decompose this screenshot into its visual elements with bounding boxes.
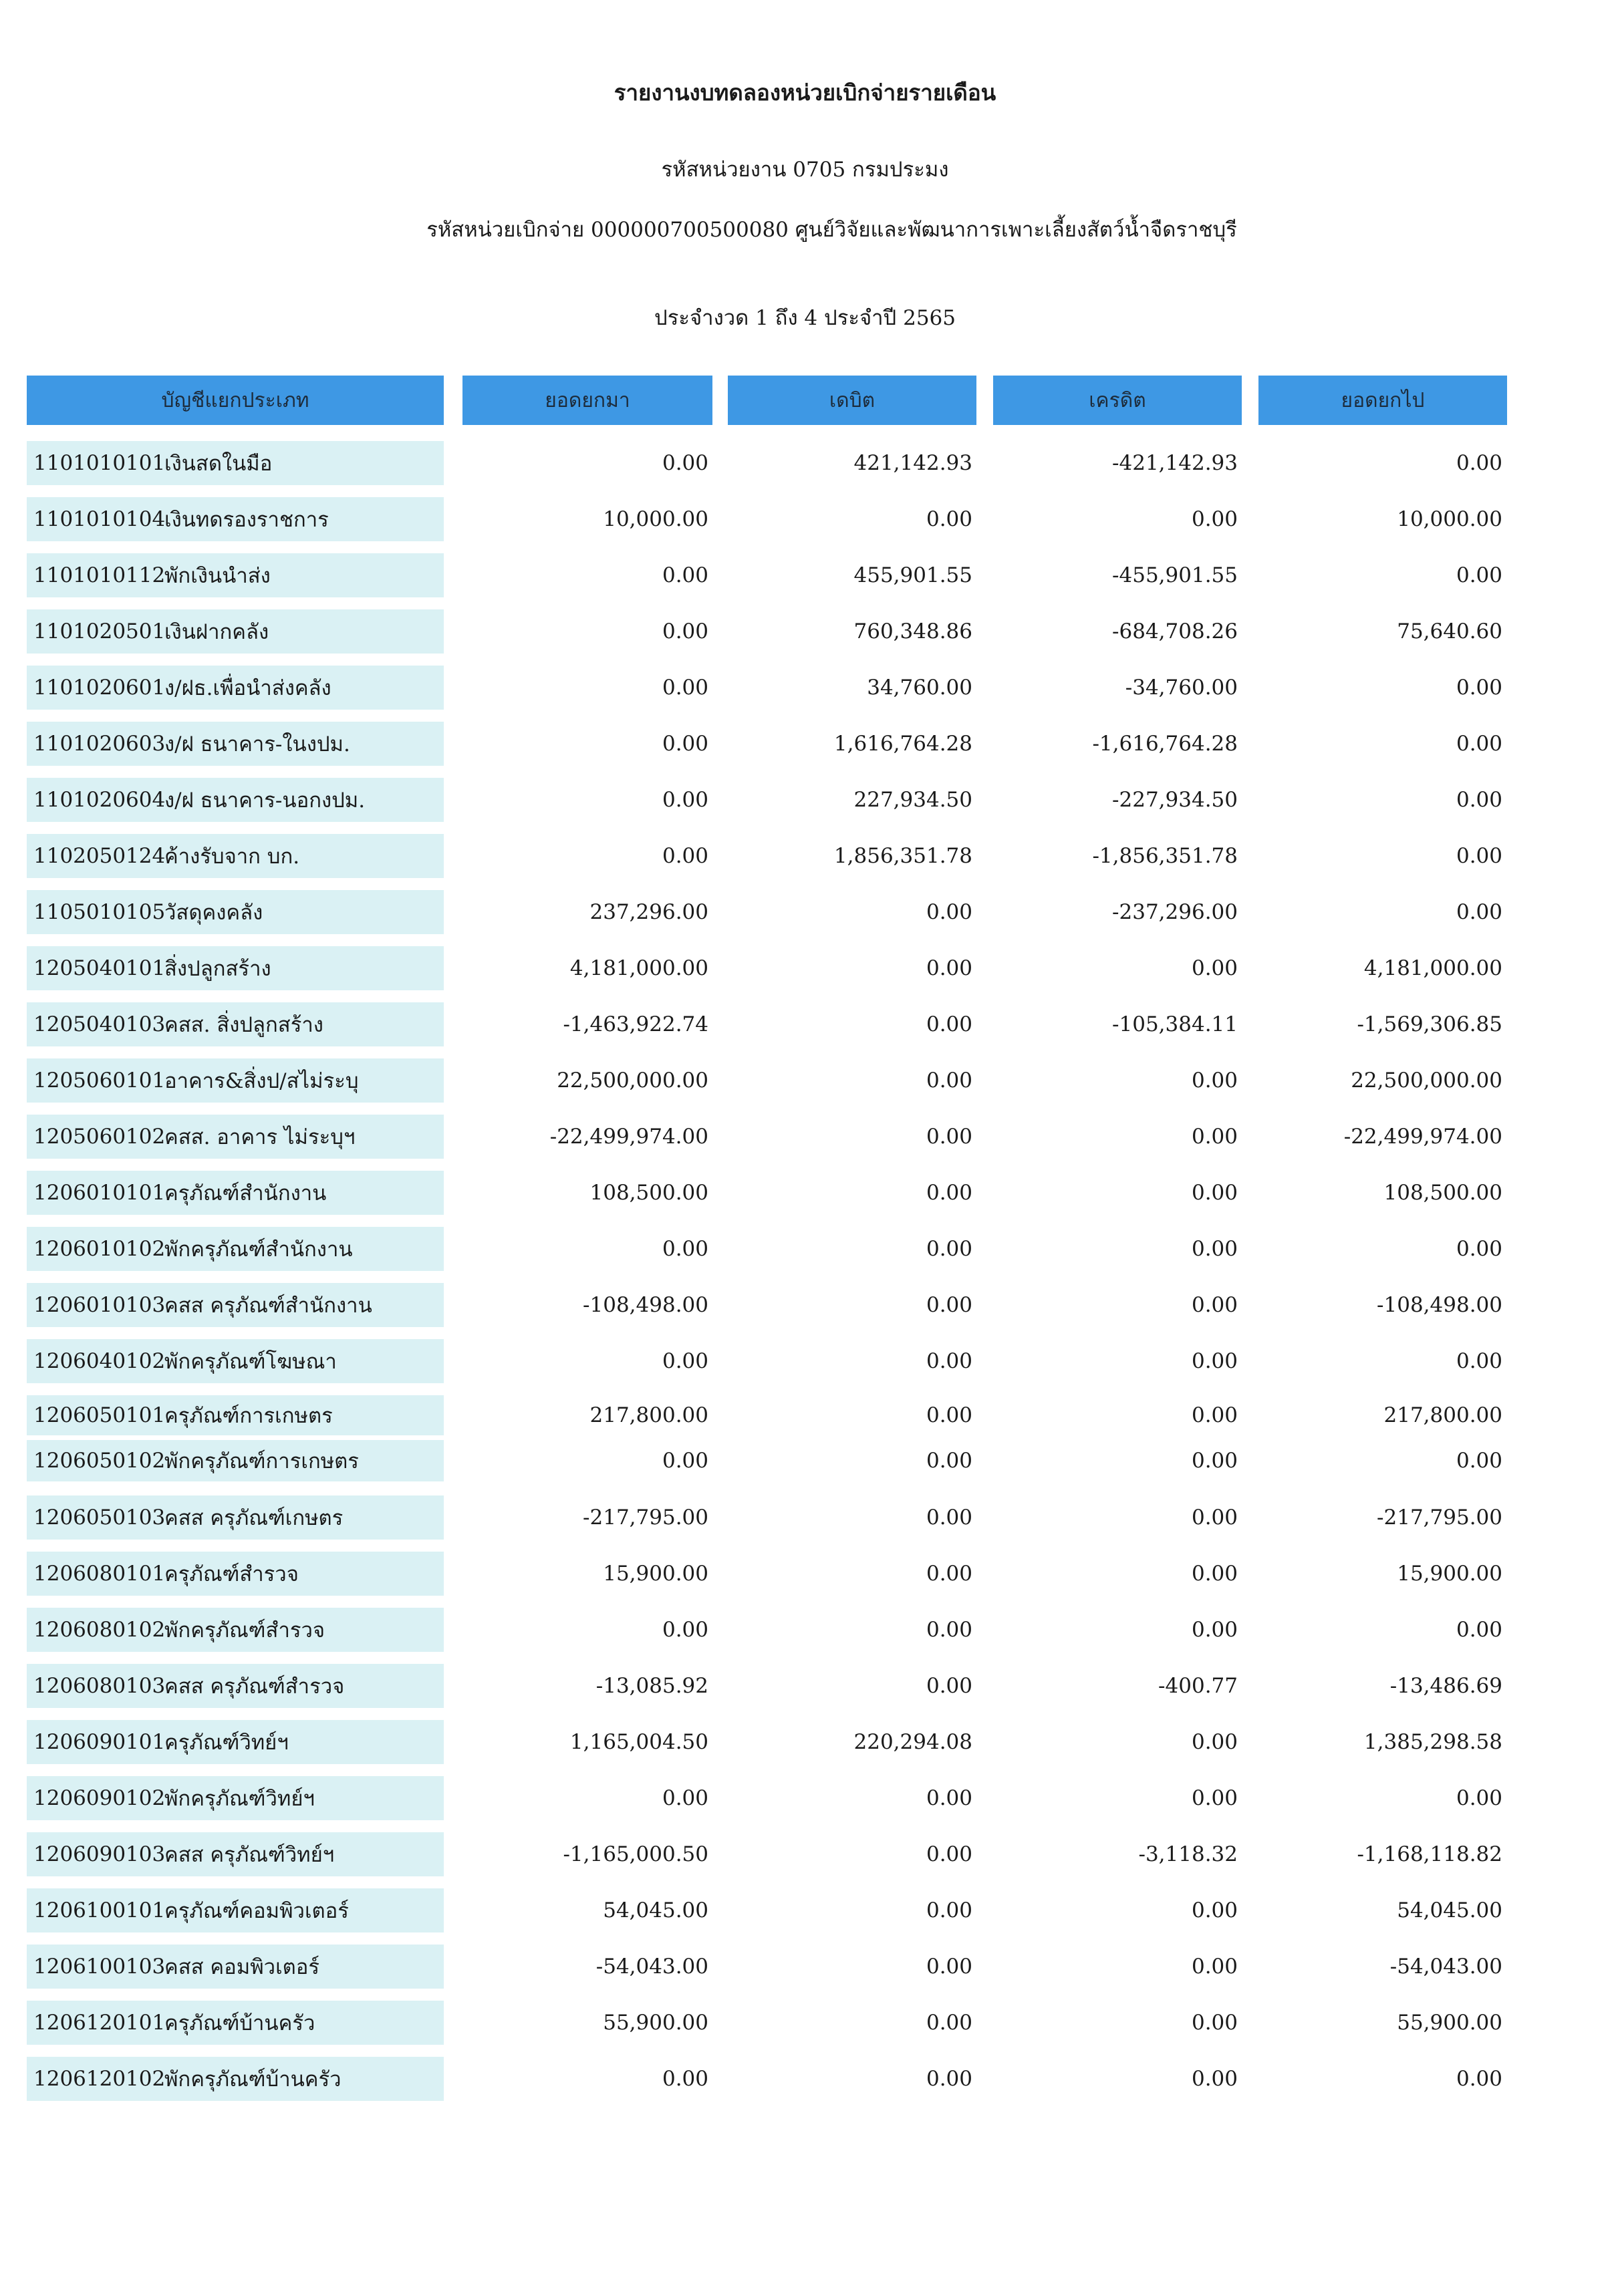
cell-credit: -237,296.00	[1112, 900, 1238, 924]
table-row-account	[27, 1115, 444, 1159]
cell-debit: 0.00	[926, 1674, 972, 1698]
account-code: 1206090103	[33, 1842, 166, 1866]
cell-credit: -34,760.00	[1125, 676, 1238, 700]
account-code: 1206010101	[33, 1181, 166, 1205]
cell-debit: 0.00	[926, 1349, 972, 1373]
column-header-closing: ยอดยกไป	[1258, 376, 1507, 425]
account-name: เงินสดในมือ	[164, 452, 273, 476]
account-code: 1206080103	[33, 1674, 166, 1698]
cell-credit: 0.00	[1191, 2067, 1238, 2091]
cell-opening: 0.00	[662, 1237, 708, 1261]
cell-credit: -1,616,764.28	[1092, 732, 1238, 756]
table-row-account	[27, 1440, 444, 1481]
cell-debit: 227,934.50	[853, 788, 972, 812]
cell-closing: 0.00	[1456, 1349, 1502, 1373]
table-row-account	[27, 1227, 444, 1271]
cell-credit: 0.00	[1191, 2011, 1238, 2035]
table-row-account	[27, 834, 444, 878]
account-code: 1105010105	[33, 900, 166, 924]
account-name: พักครุภัณฑ์บ้านครัว	[164, 2067, 342, 2092]
cell-debit: 0.00	[926, 1068, 972, 1093]
table-row-account	[27, 1664, 444, 1708]
cell-debit: 0.00	[926, 1898, 972, 1922]
disbursing-unit-line: รหัสหน่วยเบิกจ่าย 000000700500080 ศูนย์วิจัยและพัฒนาการเพาะเลี้ยงสัตว์น้ำจืดราชบุรี	[426, 218, 1237, 242]
cell-opening: 108,500.00	[589, 1181, 708, 1205]
account-name: พักครุภัณฑ์การเกษตร	[164, 1449, 359, 1473]
account-code: 1205040101	[33, 956, 166, 980]
cell-opening: 55,900.00	[603, 2011, 708, 2035]
account-name: คสส. สิ่งปลูกสร้าง	[164, 1013, 323, 1037]
account-code: 1102050124	[33, 844, 166, 868]
cell-opening: 0.00	[662, 2067, 708, 2091]
account-name: พักครุภัณฑ์โฆษณา	[164, 1350, 337, 1374]
cell-credit: 0.00	[1191, 1786, 1238, 1810]
cell-closing: -217,795.00	[1377, 1505, 1502, 1530]
cell-closing: 0.00	[1456, 844, 1502, 868]
cell-opening: -13,085.92	[595, 1674, 708, 1698]
cell-closing: 75,640.60	[1397, 619, 1502, 643]
cell-credit: 0.00	[1191, 1618, 1238, 1642]
cell-opening: 0.00	[662, 732, 708, 756]
account-code: 1101010104	[33, 507, 166, 531]
cell-opening: 0.00	[662, 676, 708, 700]
account-name: คสส ครุภัณฑ์สำนักงาน	[164, 1294, 372, 1318]
cell-credit: -455,901.55	[1112, 563, 1238, 587]
cell-debit: 0.00	[926, 1293, 972, 1317]
agency-line: รหัสหน่วยงาน 0705 กรมประมง	[661, 158, 949, 182]
cell-debit: 0.00	[926, 507, 972, 531]
table-row-account	[27, 1552, 444, 1596]
account-code: 1206080102	[33, 1618, 166, 1642]
table-row-account	[27, 1888, 444, 1932]
cell-opening: -217,795.00	[583, 1505, 708, 1530]
cell-closing: 1,385,298.58	[1363, 1730, 1502, 1754]
cell-debit: 1,616,764.28	[833, 732, 972, 756]
account-name: ค้างรับจาก บก.	[164, 845, 300, 869]
cell-debit: 421,142.93	[853, 451, 972, 475]
cell-debit: 0.00	[926, 1125, 972, 1149]
account-name: วัสดุคงคลัง	[164, 901, 263, 925]
cell-opening: -54,043.00	[595, 1955, 708, 1979]
cell-opening: -1,463,922.74	[563, 1012, 708, 1036]
cell-opening: 237,296.00	[589, 900, 708, 924]
cell-closing: 0.00	[1456, 788, 1502, 812]
table-row-account	[27, 1002, 444, 1046]
cell-closing: 0.00	[1456, 732, 1502, 756]
cell-debit: 0.00	[926, 1181, 972, 1205]
cell-closing: -22,499,974.00	[1343, 1125, 1502, 1149]
account-name: ง/ฝ ธนาคาร-ในงปม.	[164, 732, 350, 756]
column-header-opening: ยอดยกมา	[462, 376, 712, 425]
cell-opening: 0.00	[662, 451, 708, 475]
account-name: ง/ฝ ธนาคาร-นอกงปม.	[164, 788, 366, 813]
cell-opening: 1,165,004.50	[569, 1730, 708, 1754]
cell-credit: -105,384.11	[1112, 1012, 1238, 1036]
cell-closing: 4,181,000.00	[1363, 956, 1502, 980]
table-row-account	[27, 1776, 444, 1820]
account-name: ครุภัณฑ์บ้านครัว	[164, 2011, 315, 2035]
cell-debit: 0.00	[926, 956, 972, 980]
account-name: สิ่งปลูกสร้าง	[164, 957, 271, 981]
cell-credit: 0.00	[1191, 1349, 1238, 1373]
account-code: 1101020601	[33, 676, 166, 700]
cell-closing: 0.00	[1456, 900, 1502, 924]
table-row-account	[27, 1945, 444, 1989]
cell-closing: 22,500,000.00	[1351, 1068, 1502, 1093]
cell-debit: 0.00	[926, 900, 972, 924]
account-code: 1206100101	[33, 1898, 166, 1922]
cell-credit: -684,708.26	[1112, 619, 1238, 643]
account-code: 1206050102	[33, 1449, 166, 1473]
cell-credit: 0.00	[1191, 1449, 1238, 1473]
cell-credit: -1,856,351.78	[1092, 844, 1238, 868]
cell-credit: 0.00	[1191, 1293, 1238, 1317]
cell-debit: 0.00	[926, 1955, 972, 1979]
cell-credit: 0.00	[1191, 1898, 1238, 1922]
cell-closing: 54,045.00	[1397, 1898, 1502, 1922]
table-row-account	[27, 778, 444, 822]
table-row-account	[27, 2057, 444, 2101]
cell-credit: 0.00	[1191, 1505, 1238, 1530]
cell-debit: 0.00	[926, 1562, 972, 1586]
cell-credit: 0.00	[1191, 1181, 1238, 1205]
account-name: ครุภัณฑ์สำรวจ	[164, 1562, 299, 1586]
cell-closing: -13,486.69	[1389, 1674, 1502, 1698]
cell-opening: -1,165,000.50	[563, 1842, 708, 1866]
account-code: 1206090101	[33, 1730, 166, 1754]
cell-debit: 34,760.00	[867, 676, 972, 700]
cell-closing: -1,569,306.85	[1357, 1012, 1502, 1036]
cell-credit: -3,118.32	[1138, 1842, 1238, 1866]
cell-closing: 0.00	[1456, 1449, 1502, 1473]
table-row-account	[27, 722, 444, 766]
cell-opening: 0.00	[662, 1349, 708, 1373]
account-code: 1206010102	[33, 1237, 166, 1261]
account-code: 1206120101	[33, 2011, 166, 2035]
cell-closing: -54,043.00	[1389, 1955, 1502, 1979]
cell-closing: 15,900.00	[1397, 1562, 1502, 1586]
cell-credit: 0.00	[1191, 1237, 1238, 1261]
account-code: 1101010112	[33, 563, 166, 587]
account-code: 1205060101	[33, 1068, 166, 1093]
account-code: 1206100103	[33, 1955, 166, 1979]
cell-debit: 0.00	[926, 1786, 972, 1810]
cell-closing: -108,498.00	[1377, 1293, 1502, 1317]
cell-credit: 0.00	[1191, 507, 1238, 531]
table-row-account	[27, 1339, 444, 1383]
table-row-account	[27, 441, 444, 485]
cell-opening: 217,800.00	[589, 1403, 708, 1427]
account-name: พักครุภัณฑ์วิทย์ฯ	[164, 1787, 315, 1811]
cell-debit: 1,856,351.78	[833, 844, 972, 868]
table-row-account	[27, 1058, 444, 1103]
cell-opening: 0.00	[662, 619, 708, 643]
cell-closing: 0.00	[1456, 2067, 1502, 2091]
table-row-account	[27, 497, 444, 541]
cell-opening: 0.00	[662, 1618, 708, 1642]
cell-debit: 0.00	[926, 1505, 972, 1530]
cell-closing: 55,900.00	[1397, 2011, 1502, 2035]
table-row-account	[27, 2001, 444, 2045]
cell-debit: 455,901.55	[853, 563, 972, 587]
report-title: รายงานงบทดลองหน่วยเบิกจ่ายรายเดือน	[614, 80, 996, 106]
account-code: 1101010101	[33, 451, 166, 475]
account-code: 1206080101	[33, 1562, 166, 1586]
column-header-credit: เครดิต	[993, 376, 1242, 425]
cell-debit: 760,348.86	[853, 619, 972, 643]
account-code: 1206010103	[33, 1293, 166, 1317]
table-row-account	[27, 1720, 444, 1764]
account-code: 1206050101	[33, 1403, 166, 1427]
table-row-account	[27, 1832, 444, 1876]
cell-opening: 4,181,000.00	[569, 956, 708, 980]
account-code: 1101020603	[33, 732, 166, 756]
cell-opening: 22,500,000.00	[557, 1068, 708, 1093]
account-name: เงินฝากคลัง	[164, 620, 269, 644]
table-row-account	[27, 666, 444, 710]
account-name: เงินทดรองราชการ	[164, 508, 329, 532]
cell-debit: 0.00	[926, 1237, 972, 1261]
cell-opening: 0.00	[662, 563, 708, 587]
cell-closing: 0.00	[1456, 1618, 1502, 1642]
account-name: ครุภัณฑ์สำนักงาน	[164, 1181, 327, 1205]
account-code: 1206040102	[33, 1349, 166, 1373]
cell-opening: 0.00	[662, 1786, 708, 1810]
cell-debit: 0.00	[926, 2067, 972, 2091]
account-code: 1101020501	[33, 619, 166, 643]
account-name: ครุภัณฑ์คอมพิวเตอร์	[164, 1899, 349, 1923]
cell-debit: 220,294.08	[853, 1730, 972, 1754]
period-line: ประจำงวด 1 ถึง 4 ประจำปี 2565	[654, 306, 956, 330]
cell-credit: 0.00	[1191, 1562, 1238, 1586]
cell-credit: -421,142.93	[1112, 451, 1238, 475]
cell-credit: 0.00	[1191, 1068, 1238, 1093]
cell-closing: 0.00	[1456, 451, 1502, 475]
cell-credit: 0.00	[1191, 1125, 1238, 1149]
account-name: พักเงินนำส่ง	[164, 564, 271, 588]
cell-opening: 10,000.00	[603, 507, 708, 531]
cell-closing: 217,800.00	[1383, 1403, 1502, 1427]
cell-opening: 15,900.00	[603, 1562, 708, 1586]
cell-credit: 0.00	[1191, 1730, 1238, 1754]
cell-opening: -108,498.00	[583, 1293, 708, 1317]
account-name: คสส. อาคาร ไม่ระบุฯ	[164, 1125, 356, 1149]
account-code: 1205060102	[33, 1125, 166, 1149]
cell-credit: 0.00	[1191, 1955, 1238, 1979]
cell-opening: 54,045.00	[603, 1898, 708, 1922]
account-name: ครุภัณฑ์การเกษตร	[164, 1404, 333, 1428]
table-row-account	[27, 1395, 444, 1435]
cell-debit: 0.00	[926, 1403, 972, 1427]
cell-closing: -1,168,118.82	[1357, 1842, 1502, 1866]
account-name: คสส ครุภัณฑ์วิทย์ฯ	[164, 1843, 335, 1867]
cell-credit: 0.00	[1191, 956, 1238, 980]
cell-credit: -400.77	[1158, 1674, 1238, 1698]
cell-credit: -227,934.50	[1112, 788, 1238, 812]
cell-closing: 0.00	[1456, 676, 1502, 700]
account-code: 1206120102	[33, 2067, 166, 2091]
account-name: คสส คอมพิวเตอร์	[164, 1955, 320, 1979]
cell-debit: 0.00	[926, 1618, 972, 1642]
table-row-account	[27, 946, 444, 990]
cell-closing: 0.00	[1456, 1237, 1502, 1261]
cell-debit: 0.00	[926, 1449, 972, 1473]
cell-closing: 108,500.00	[1383, 1181, 1502, 1205]
account-name: คสส ครุภัณฑ์สำรวจ	[164, 1675, 345, 1699]
column-header-account: บัญชีแยกประเภท	[27, 376, 444, 425]
cell-closing: 0.00	[1456, 563, 1502, 587]
cell-debit: 0.00	[926, 2011, 972, 2035]
cell-closing: 0.00	[1456, 1786, 1502, 1810]
cell-debit: 0.00	[926, 1012, 972, 1036]
table-row-account	[27, 553, 444, 597]
account-code: 1206050103	[33, 1505, 166, 1530]
account-name: คสส ครุภัณฑ์เกษตร	[164, 1506, 344, 1530]
table-row-account	[27, 609, 444, 654]
table-row-account	[27, 1608, 444, 1652]
table-row-account	[27, 1171, 444, 1215]
account-name: ครุภัณฑ์วิทย์ฯ	[164, 1731, 289, 1755]
cell-closing: 10,000.00	[1397, 507, 1502, 531]
cell-opening: -22,499,974.00	[549, 1125, 708, 1149]
table-row-account	[27, 1283, 444, 1327]
account-name: พักครุภัณฑ์สำรวจ	[164, 1618, 325, 1642]
account-name: ง/ฝธ.เพื่อนำส่งคลัง	[164, 676, 331, 700]
cell-opening: 0.00	[662, 844, 708, 868]
account-code: 1205040103	[33, 1012, 166, 1036]
cell-debit: 0.00	[926, 1842, 972, 1866]
account-code: 1101020604	[33, 788, 166, 812]
table-row-account	[27, 890, 444, 934]
table-row-account	[27, 1495, 444, 1540]
account-name: พักครุภัณฑ์สำนักงาน	[164, 1238, 353, 1262]
cell-credit: 0.00	[1191, 1403, 1238, 1427]
account-name: อาคาร&สิ่งป/สไม่ระบุ	[164, 1069, 359, 1093]
column-header-debit: เดบิต	[728, 376, 976, 425]
cell-opening: 0.00	[662, 788, 708, 812]
account-code: 1206090102	[33, 1786, 166, 1810]
cell-opening: 0.00	[662, 1449, 708, 1473]
